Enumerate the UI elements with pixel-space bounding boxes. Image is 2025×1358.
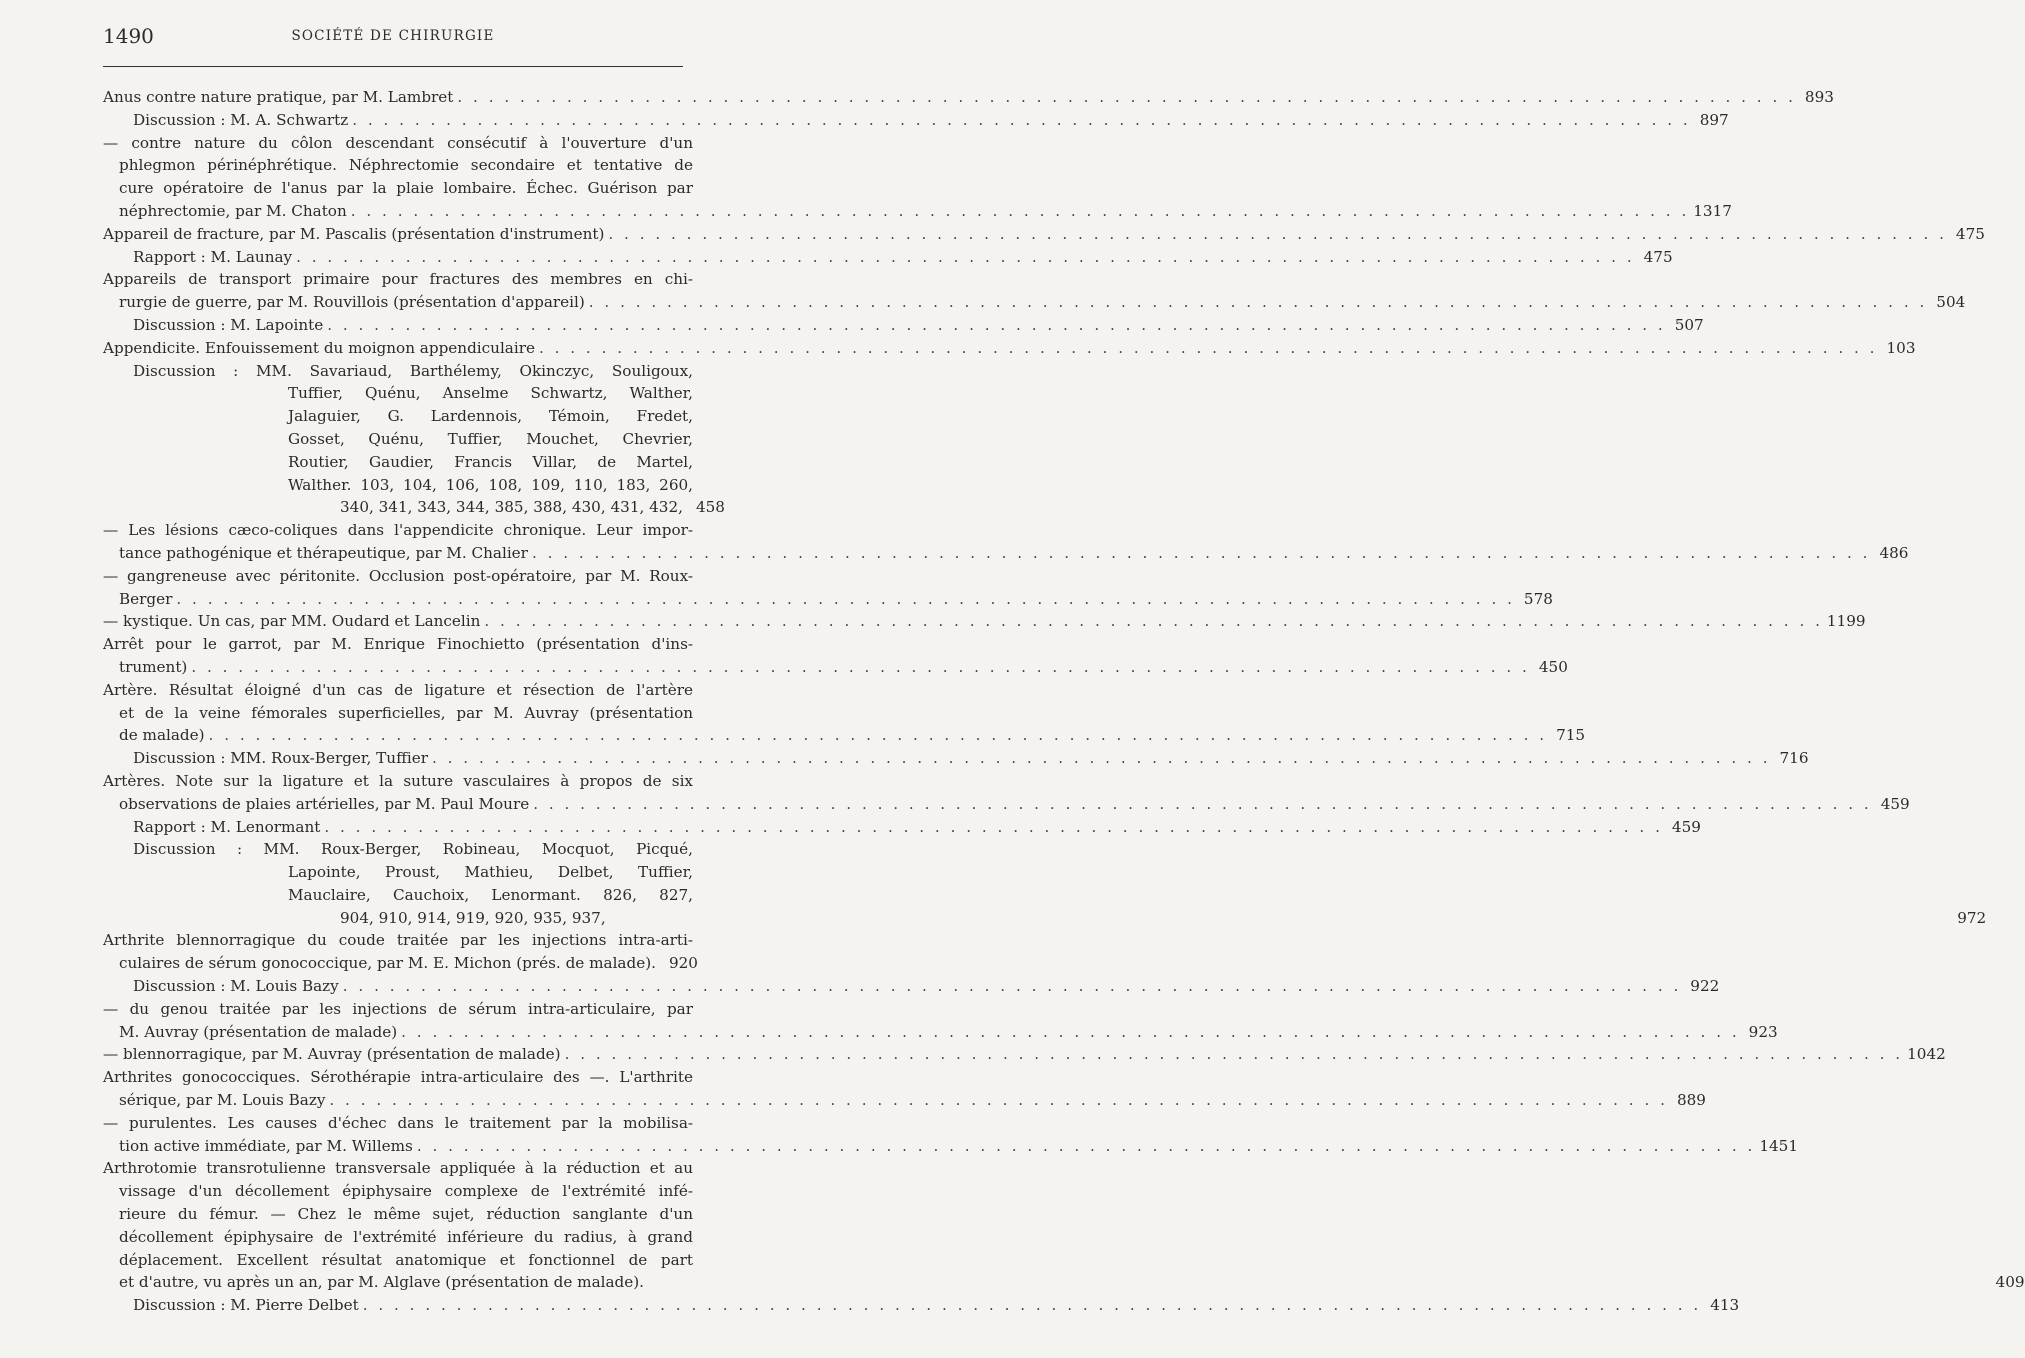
page-reference: 1199 bbox=[1826, 612, 1866, 631]
index-line bbox=[103, 1112, 693, 1135]
dot-leader bbox=[608, 223, 1947, 246]
index-line-text: Rapport : M. Launay bbox=[133, 247, 293, 266]
index-line-text: — Les lésions cæco-coliques dans l'appendicite chronique. Leur impor- bbox=[103, 521, 693, 540]
index-line-text: — du genou traitée par les injections de sérum intra-articulaire, par bbox=[103, 999, 693, 1018]
dot-leader bbox=[176, 588, 1515, 611]
index-line bbox=[103, 382, 693, 405]
index-line-text: Appendicite. Enfouissement du moignon appendiculaire bbox=[103, 338, 535, 357]
dot-leader bbox=[432, 747, 1771, 770]
index-line bbox=[103, 542, 1909, 565]
index-line bbox=[103, 861, 693, 884]
dot-leader bbox=[327, 314, 1666, 337]
index-entries bbox=[103, 86, 2025, 1317]
index-line-text: culaires de sérum gonococcique, par M. E. Michon (prés. de malade). bbox=[119, 954, 656, 973]
page-number: 1490 bbox=[103, 24, 154, 48]
index-line bbox=[103, 679, 693, 702]
page-reference: 893 bbox=[1804, 88, 1834, 106]
page-reference: 450 bbox=[1538, 657, 1568, 676]
index-line-text: Gosset, Quénu, Tuffier, Mouchet, Chevrier, bbox=[288, 429, 693, 448]
index-line bbox=[103, 314, 1704, 337]
index-line bbox=[103, 816, 1701, 839]
index-line-text: Jalaguier, G. Lardennois, Témoin, Fredet, bbox=[288, 407, 693, 426]
index-line-text: — gangreneuse avec péritonite. Occlusion post-opératoire, par M. Roux- bbox=[103, 566, 693, 585]
page-reference: 459 bbox=[1671, 817, 1701, 836]
page-reference: 413 bbox=[1710, 1296, 1740, 1315]
page-reference: 1451 bbox=[1759, 1136, 1799, 1155]
index-line bbox=[103, 132, 693, 155]
index-line-text: Artère. Résultat éloigné d'un cas de ligature et résection de l'artère bbox=[103, 680, 693, 699]
dot-leader bbox=[589, 291, 1928, 314]
page-reference: 1317 bbox=[1693, 201, 1732, 220]
index-line bbox=[103, 1180, 693, 1203]
index-line bbox=[103, 747, 1809, 770]
page-reference: 475 bbox=[1955, 224, 1985, 243]
page-reference: 459 bbox=[1880, 794, 1910, 813]
dot-leader bbox=[457, 86, 1796, 109]
page-reference: 716 bbox=[1779, 749, 1809, 768]
index-line bbox=[103, 1203, 693, 1226]
dot-leader bbox=[484, 610, 1823, 633]
page-reference: 409 bbox=[1995, 1273, 2025, 1292]
dot-leader bbox=[191, 656, 1530, 679]
dot-leader bbox=[351, 200, 1690, 223]
header-rule bbox=[103, 66, 683, 67]
index-line-text: et d'autre, vu après un an, par M. Alglave (présentation de malade). bbox=[119, 1273, 644, 1292]
page-reference: 504 bbox=[1936, 293, 1966, 312]
index-line-text: et de la veine fémorales superficielles, par M. Auvray (présentation bbox=[119, 703, 693, 722]
index-line-text: vissage d'un décollement épiphysaire complexe de l'extrémité infé- bbox=[119, 1182, 693, 1201]
index-line-text: M. Auvray (présentation de malade) bbox=[119, 1022, 398, 1041]
index-line bbox=[103, 337, 1916, 360]
index-line bbox=[103, 929, 693, 952]
index-line-text: Anus contre nature pratique, par M. Lambret bbox=[103, 88, 454, 106]
index-line-text: tion active immédiate, par M. Willems bbox=[119, 1136, 413, 1155]
index-line-text: Arrêt pour le garrot, par M. Enrique Finochietto (présentation d'ins- bbox=[103, 635, 693, 654]
index-line-text: Arthrites gonococciques. Sérothérapie intra-articulaire des —. L'arthrite bbox=[103, 1068, 693, 1087]
dot-leader bbox=[209, 724, 1548, 747]
index-line-text: 340, 341, 343, 344, 385, 388, 430, 431, 432, bbox=[340, 498, 683, 517]
index-line-text: tance pathogénique et thérapeutique, par M. Chalier bbox=[119, 543, 528, 562]
index-line bbox=[103, 291, 1966, 314]
index-line bbox=[103, 86, 1834, 109]
index-line-text: cure opératoire de l'anus par la plaie lombaire. Échec. Guérison par bbox=[119, 179, 693, 198]
index-line-text: déplacement. Excellent résultat anatomique et fonctionnel de part bbox=[119, 1250, 693, 1269]
dot-leader bbox=[324, 816, 1663, 839]
running-title: SOCIÉTÉ DE CHIRURGIE bbox=[291, 28, 495, 44]
index-line bbox=[103, 451, 693, 474]
index-line bbox=[103, 246, 1673, 269]
index-line-text: Artères. Note sur la ligature et la suture vasculaires à propos de six bbox=[103, 771, 693, 790]
page-reference: 923 bbox=[1748, 1022, 1778, 1041]
index-line-text: Routier, Gaudier, Francis Villar, de Martel, bbox=[288, 452, 693, 471]
index-line bbox=[103, 610, 1866, 633]
index-line-text: Mauclaire, Cauchoix, Lenormant. 826, 827, bbox=[288, 885, 693, 904]
page-reference: 715 bbox=[1556, 726, 1586, 745]
index-line-text: observations de plaies artérielles, par M. Paul Moure bbox=[119, 794, 530, 813]
page-reference: 486 bbox=[1879, 543, 1909, 562]
dot-leader bbox=[329, 1089, 1668, 1112]
index-line-text: Arthrite blennorragique du coude traitée par les injections intra-arti- bbox=[103, 931, 693, 950]
index-line-text: Appareil de fracture, par M. Pascalis (présentation d'instrument) bbox=[103, 224, 605, 243]
index-line bbox=[103, 177, 693, 200]
dot-leader bbox=[296, 246, 1635, 269]
index-line bbox=[103, 1226, 693, 1249]
index-line-text: Appareils de transport primaire pour fractures des membres en chi- bbox=[103, 270, 693, 289]
index-line-text: — contre nature du côlon descendant consécutif à l'ouverture d'un bbox=[103, 133, 693, 152]
page-reference: 475 bbox=[1643, 247, 1673, 266]
dot-leader bbox=[352, 109, 1691, 132]
page-header bbox=[103, 24, 683, 54]
index-line bbox=[103, 1089, 1706, 1112]
index-line-text: Discussion : MM. Savariaud, Barthélemy, Okinczyc, Souligoux, bbox=[133, 361, 693, 380]
index-line bbox=[103, 1021, 1778, 1044]
page-reference: 922 bbox=[1690, 977, 1720, 996]
index-line bbox=[103, 998, 693, 1021]
index-line bbox=[103, 702, 693, 725]
page-reference: 507 bbox=[1674, 315, 1704, 334]
index-line bbox=[103, 109, 1729, 132]
index-line bbox=[103, 1271, 2025, 1294]
dot-leader bbox=[363, 1294, 1702, 1317]
dot-leader bbox=[532, 542, 1871, 565]
index-line-text: Discussion : M. Pierre Delbet bbox=[133, 1296, 359, 1315]
index-line bbox=[103, 474, 693, 497]
page-reference: 458 bbox=[695, 498, 725, 517]
index-line-text: Discussion : M. A. Schwartz bbox=[133, 110, 349, 129]
index-line bbox=[103, 975, 1720, 998]
index-line bbox=[103, 1249, 693, 1272]
index-line bbox=[103, 1066, 693, 1089]
index-line bbox=[103, 838, 693, 861]
index-line-text: Arthrotomie transrotulienne transversale appliquée à la réduction et au bbox=[103, 1159, 693, 1178]
index-line bbox=[103, 793, 1910, 816]
index-line bbox=[103, 565, 693, 588]
index-line bbox=[103, 884, 693, 907]
index-line-text: 904, 910, 914, 919, 920, 935, 937, bbox=[340, 908, 606, 927]
index-line bbox=[103, 223, 1985, 246]
index-line bbox=[103, 360, 693, 383]
dot-leader bbox=[565, 1043, 1904, 1066]
index-line bbox=[103, 428, 693, 451]
index-line bbox=[103, 907, 1987, 930]
index-line bbox=[103, 200, 1732, 223]
dot-leader bbox=[539, 337, 1878, 360]
index-line bbox=[103, 633, 693, 656]
index-line-text: trument) bbox=[119, 657, 188, 676]
index-line bbox=[103, 1157, 693, 1180]
index-line-text: Lapointe, Proust, Mathieu, Delbet, Tuffier, bbox=[288, 863, 693, 882]
index-line-text: Walther. 103, 104, 106, 108, 109, 110, 183, 260, bbox=[288, 475, 693, 494]
index-line-text: Rapport : M. Lenormant bbox=[133, 817, 321, 836]
index-line bbox=[103, 724, 1586, 747]
index-line bbox=[103, 1043, 1946, 1066]
dot-leader bbox=[533, 793, 1872, 816]
dot-leader bbox=[343, 975, 1682, 998]
index-line-text: phlegmon périnéphrétique. Néphrectomie secondaire et tentative de bbox=[119, 156, 693, 175]
page-reference: 897 bbox=[1699, 110, 1729, 129]
page-reference: 578 bbox=[1523, 589, 1553, 608]
page-reference: 1042 bbox=[1907, 1045, 1946, 1064]
index-line-text: Berger bbox=[119, 589, 173, 608]
index-line-text: Discussion : M. Lapointe bbox=[133, 315, 324, 334]
index-line-text: — blennorragique, par M. Auvray (présentation de malade) bbox=[103, 1045, 561, 1064]
index-line bbox=[103, 770, 693, 793]
index-line-text: Discussion : MM. Roux-Berger, Robineau, Mocquot, Picqué, bbox=[133, 840, 693, 859]
index-line-text: de malade) bbox=[119, 726, 205, 745]
index-line-text: sérique, par M. Louis Bazy bbox=[119, 1091, 326, 1110]
index-line bbox=[103, 405, 693, 428]
index-line bbox=[103, 1135, 1799, 1158]
dot-leader bbox=[401, 1021, 1740, 1044]
index-line-text: Tuffier, Quénu, Anselme Schwartz, Walther, bbox=[288, 384, 693, 403]
index-line-text: rieure du fémur. — Chez le même sujet, réduction sanglante d'un bbox=[119, 1205, 693, 1224]
index-line bbox=[103, 952, 698, 975]
index-line-text: — purulentes. Les causes d'échec dans le traitement par la mobilisa- bbox=[103, 1113, 693, 1132]
index-line bbox=[103, 519, 693, 542]
page-reference: 889 bbox=[1676, 1091, 1706, 1110]
page-reference: 103 bbox=[1886, 338, 1916, 357]
index-line-text: — kystique. Un cas, par MM. Oudard et Lancelin bbox=[103, 612, 481, 631]
index-line-text: rurgie de guerre, par M. Rouvillois (présentation d'appareil) bbox=[119, 293, 585, 312]
index-line bbox=[103, 154, 693, 177]
index-line-text: Discussion : MM. Roux-Berger, Tuffier bbox=[133, 749, 428, 768]
index-line bbox=[103, 656, 1568, 679]
index-line-text: décollement épiphysaire de l'extrémité inférieure du radius, à grand bbox=[119, 1227, 693, 1246]
index-line bbox=[103, 588, 1553, 611]
index-line bbox=[103, 1294, 1740, 1317]
index-line-text: Discussion : M. Louis Bazy bbox=[133, 977, 339, 996]
index-line bbox=[103, 268, 693, 291]
page-reference: 972 bbox=[1957, 908, 1987, 927]
index-line bbox=[103, 496, 725, 519]
dot-leader bbox=[417, 1135, 1756, 1158]
index-line-text: néphrectomie, par M. Chaton bbox=[119, 201, 347, 220]
page-reference: 920 bbox=[668, 954, 698, 973]
